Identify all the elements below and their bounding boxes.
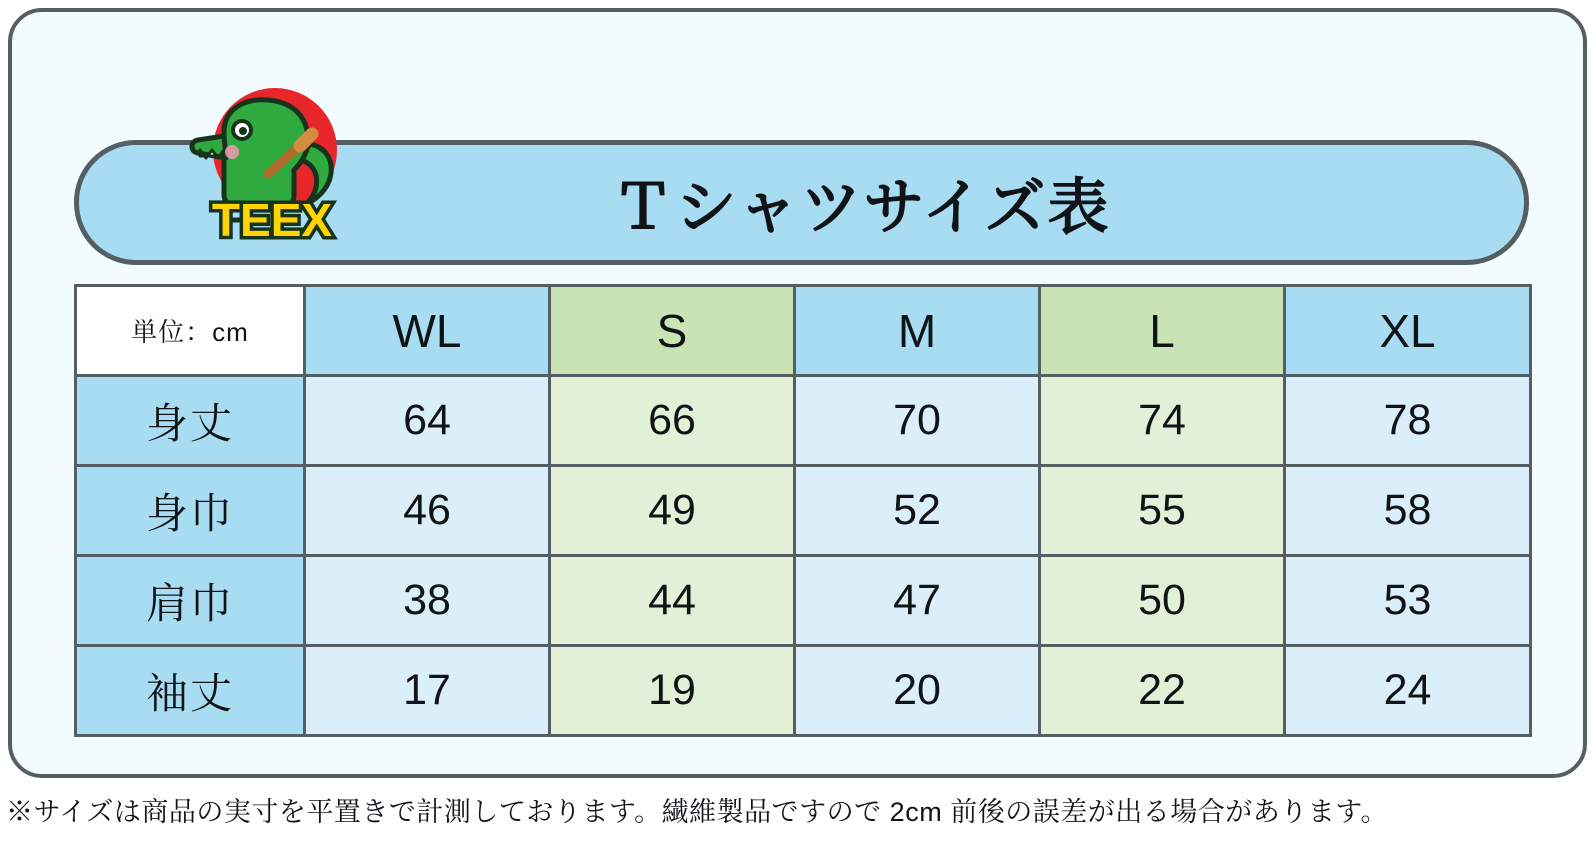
column-header-xl: XL [1285,286,1531,376]
column-header-wl: WL [305,286,550,376]
row-header-sleeve-length: 袖丈 [76,646,305,736]
cell-body-width-wl: 46 [305,466,550,556]
cell-shoulder-width-xl: 53 [1285,556,1531,646]
unit-label: 単位：cm [76,286,305,376]
cell-sleeve-length-m: 20 [795,646,1040,736]
row-header-shoulder-width: 肩巾 [76,556,305,646]
table-row [76,646,1531,736]
cell-shoulder-width-m: 47 [795,556,1040,646]
cell-sleeve-length-xl: 24 [1285,646,1531,736]
column-header-s: S [550,286,795,376]
table-row [76,376,1531,466]
cell-body-width-l: 55 [1040,466,1285,556]
table-row [76,466,1531,556]
size-table-container [74,284,1529,737]
cell-sleeve-length-wl: 17 [305,646,550,736]
page-title: Ｔシャツサイズ表 [612,173,1111,241]
column-header-m: M [795,286,1040,376]
cell-shoulder-width-s: 44 [550,556,795,646]
table-row [76,556,1531,646]
column-header-l: L [1040,286,1285,376]
cell-shoulder-width-l: 50 [1040,556,1285,646]
cell-shoulder-width-wl: 38 [305,556,550,646]
size-table [74,284,1532,737]
cell-body-length-m: 70 [795,376,1040,466]
cell-body-length-wl: 64 [305,376,550,466]
row-header-body-width: 身巾 [76,466,305,556]
cell-body-width-m: 52 [795,466,1040,556]
cell-body-width-xl: 58 [1285,466,1531,556]
cell-body-width-s: 49 [550,466,795,556]
svg-text:TEEX: TEEX [211,194,333,246]
cell-body-length-l: 74 [1040,376,1285,466]
cell-sleeve-length-l: 22 [1040,646,1285,736]
row-header-body-length: 身丈 [76,376,305,466]
footnote-text: ※サイズは商品の実寸を平置きで計測しております。繊維製品ですので 2cm 前後の誤差が出る場合があります。 [6,797,1389,827]
table-header-row [76,286,1531,376]
cell-body-length-s: 66 [550,376,795,466]
dinosaur-logo-icon [172,78,372,253]
cell-sleeve-length-s: 19 [550,646,795,736]
cell-body-length-xl: 78 [1285,376,1531,466]
chart-card [8,8,1587,778]
